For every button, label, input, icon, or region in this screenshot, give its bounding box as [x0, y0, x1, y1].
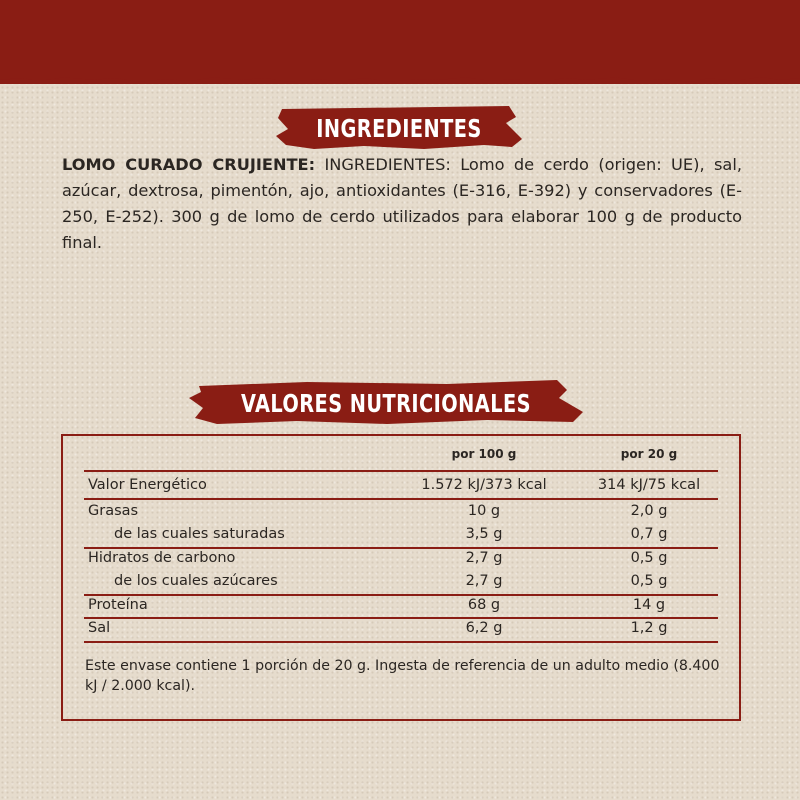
value-per20: 2,0 g [630, 503, 668, 519]
value-per20: 1,2 g [630, 620, 668, 636]
table-row [84, 617, 718, 640]
nutrient-name: Sal [88, 620, 111, 636]
value-per100: 68 g [467, 597, 501, 613]
nutrition-banner [187, 378, 585, 428]
value-per100: 1.572 kJ/373 kcal [421, 477, 547, 493]
nutrient-name: de los cuales azúcares [114, 573, 278, 589]
table-row [84, 474, 718, 497]
product-name: LOMO CURADO CRUJIENTE: [62, 155, 316, 174]
value-per100: 2,7 g [465, 573, 503, 589]
value-per20: 0,7 g [630, 526, 668, 542]
value-per20: 0,5 g [630, 573, 668, 589]
table-row [84, 523, 718, 546]
column-header-per100: por 100 g [451, 447, 517, 461]
torn-edge [0, 70, 800, 92]
value-per20: 14 g [632, 597, 666, 613]
ingredients-body: INGREDIENTES: Lomo de cerdo (origen: UE), sal, azúcar, dextrosa, pimentón, ajo, antioxidantes (E-316, E-392) y conservadores (E-250, E-252). 300 g de lomo de cerdo utilizados para elaborar 100 g de producto final. [62, 155, 742, 252]
divider [84, 641, 718, 643]
value-per100: 10 g [467, 503, 501, 519]
value-per100: 3,5 g [465, 526, 503, 542]
nutrient-name: de las cuales saturadas [114, 526, 285, 542]
divider [84, 470, 718, 472]
value-per20: 0,5 g [630, 550, 668, 566]
table-row [84, 547, 718, 570]
nutrient-name: Grasas [88, 503, 139, 519]
table-row [84, 570, 718, 593]
nutrient-name: Valor Energético [88, 477, 207, 493]
value-per20: 314 kJ/75 kcal [597, 477, 701, 493]
nutrient-name: Proteína [88, 597, 148, 613]
table-row [84, 594, 718, 617]
ingredients-paragraph [62, 152, 742, 256]
nutrition-heading: VALORES NUTRICIONALES [241, 388, 531, 418]
nutrient-name: Hidratos de carbono [88, 550, 236, 566]
footnote: Este envase contiene 1 porción de 20 g. Ingesta de referencia de un adulto medio (8.400 kJ / 2.000 kcal). [85, 658, 720, 694]
table-row [84, 500, 718, 523]
column-header-per20: por 20 g [620, 447, 678, 461]
ingredients-banner [274, 103, 524, 153]
value-per100: 6,2 g [465, 620, 503, 636]
top-band [0, 0, 800, 84]
nutrition-table [61, 434, 741, 721]
ingredients-heading: INGREDIENTES [316, 113, 482, 143]
value-per100: 2,7 g [465, 550, 503, 566]
table-header-row [84, 444, 718, 467]
